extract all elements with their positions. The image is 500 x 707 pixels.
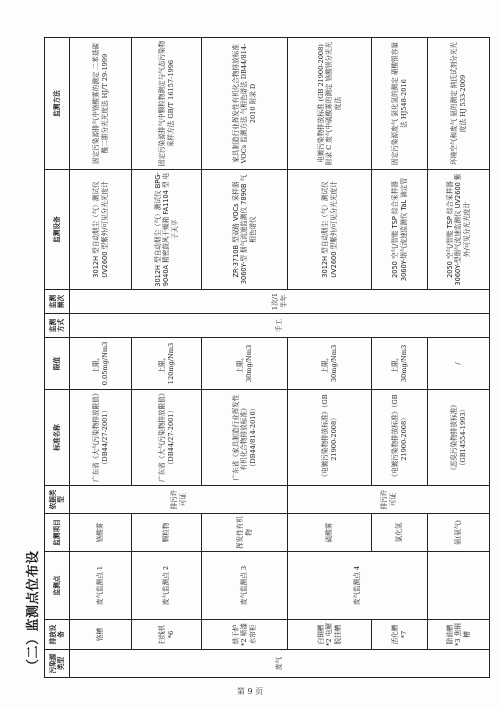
equipment-cell: 3012H 型自动烟尘（气）测试仪 UV2600 型紫外/可见分光光度计	[70, 170, 132, 290]
device-cell: 扫线机*6	[132, 620, 202, 650]
limit-cell: /	[428, 338, 490, 390]
equipment-cell: 3012H 型自动烟尘（气）测试仪 UV2600 型紫外/可见分光光度计	[288, 170, 372, 290]
header-limit: 限值	[45, 338, 70, 390]
analysis-cell: 固定污染源排气中铬酸雾的测定 二苯基碳酰二肼分光光度法 HJ/T 29-1999	[70, 38, 132, 170]
equipment-cell: 2050 空气/智能 TSP 综合采样器 3060Y-型烟气流速监测仪 UV2600 紫外/可见分光光度计	[428, 170, 490, 290]
table-header-row	[45, 38, 70, 678]
device-cell: 白铜槽*2 电解脱挂槽	[288, 620, 372, 650]
item-cell: 硫酸雾	[288, 514, 372, 552]
basis-cell: 排污许可证	[70, 486, 288, 514]
point-cell: 废气监测点 1	[70, 552, 132, 620]
table-row	[428, 38, 490, 678]
header-standard: 标准名称	[45, 390, 70, 486]
standard-cell: 广东省《大气污染物排放限值》（DB44/27-2001）	[70, 390, 132, 486]
header-point: 监测点	[45, 552, 70, 620]
item-cell: 颗粒物	[132, 514, 202, 552]
table-row	[202, 38, 288, 678]
limit-cell: 上限，30mg/Nm3	[288, 338, 372, 390]
device-cell: 烘干炉*2 喷漆水帘柜	[202, 620, 288, 650]
monitoring-points-table	[44, 37, 490, 678]
limit-cell: 上限，0.05mg/Nm3	[70, 338, 132, 390]
item-cell: 氯化氢	[372, 514, 428, 552]
header-frequency: 监测频次	[45, 290, 70, 314]
equipment-cell: ZR-3710B 型双路 VOCs 采样器 3060Y-型 烟气流速监测仪 7890B 气相色谱仪	[202, 170, 288, 290]
limit-cell: 上限，30mg/Nm3	[202, 338, 288, 390]
analysis-cell: 家具制造行业挥发性有机化合物排放标准 VOCs 监测方法 气相色谱法 DB44/814-2010 附录 D	[202, 38, 288, 170]
item-cell: 氨(氨气)	[428, 514, 490, 552]
header-analysis: 监测方法	[45, 38, 70, 170]
table-row	[70, 38, 132, 678]
device-cell: 除油槽*3 焦铜槽	[428, 620, 490, 650]
basis-cell: 排污许可证	[288, 486, 490, 514]
analysis-cell: 环境空气和废气 氨的测定 纳氏试剂分光光度法 HJ 533-2009	[428, 38, 490, 170]
limit-cell: 上限，30mg/Nm3	[372, 338, 428, 390]
section-title: （二）监测点位布设	[26, 550, 41, 672]
point-cell	[428, 552, 490, 620]
standard-cell: 《电镀污染物排放标准》（GB 21900-2008）	[372, 390, 428, 486]
header-equipment: 监测设备	[45, 170, 70, 290]
header-device: 排放设备	[45, 620, 70, 650]
device-cell: 活化槽*7	[372, 620, 428, 650]
method-cell: 手工	[70, 314, 490, 338]
header-method: 监测方式	[45, 314, 70, 338]
limit-cell: 上限，120mg/Nm3	[132, 338, 202, 390]
item-cell: 挥发性有机物	[202, 514, 288, 552]
point-cell: 废气监测点 2	[132, 552, 202, 620]
standard-cell: 《电镀污染物排放标准》（GB 21900-2008）	[288, 390, 372, 486]
table-row	[132, 38, 202, 678]
header-basis: 依据类型	[45, 486, 70, 514]
category-cell: 废气	[70, 650, 490, 678]
item-cell: 铬酸雾	[70, 514, 132, 552]
analysis-cell: 电镀污染物排放标准 (GB 21900-2008) 附录 C 废气中硫酸雾的测定 铬酸钡分光光度法	[288, 38, 372, 170]
point-cell: 废气监测点 3	[202, 552, 288, 620]
standard-cell: 广东省《家具制造行业挥发性有机化合物排放标准》（DB44/814-2010）	[202, 390, 288, 486]
page-number: 第 9 页	[236, 687, 264, 696]
standard-cell: 《恶臭污染物排放标准》（GB14554-1993）	[428, 390, 490, 486]
point-cell: 废气监测点 4	[288, 552, 428, 620]
header-item: 监测项目	[45, 514, 70, 552]
rotated-table-area	[18, 38, 488, 678]
standard-cell: 广东省《大气污染物排放限值》（DB44/27-2001）	[132, 390, 202, 486]
equipment-cell: 3012H 型自动烟尘（气）测试仪 BPG-9040A 精密鼓风干燥箱 FA1104 型 电子天平	[132, 170, 202, 290]
analysis-cell: 固定污染源排气中颗粒物测定与气态污染物采样方法 GB/T 16157-1996	[132, 38, 202, 170]
device-cell: 铬槽	[70, 620, 132, 650]
analysis-cell: 固定污染源废气 氯化氢的测定 硝酸银容量法 HJ548-2016	[372, 38, 428, 170]
equipment-cell: 2050 空气/智能 TSP 综合采样器 3060Y-烟气流速监测仪 TaL 滴定管	[372, 170, 428, 290]
header-pollution-type: 污染源类型	[45, 650, 70, 678]
table-row	[288, 38, 372, 678]
frequency-cell: 1次/1半年	[70, 290, 490, 314]
